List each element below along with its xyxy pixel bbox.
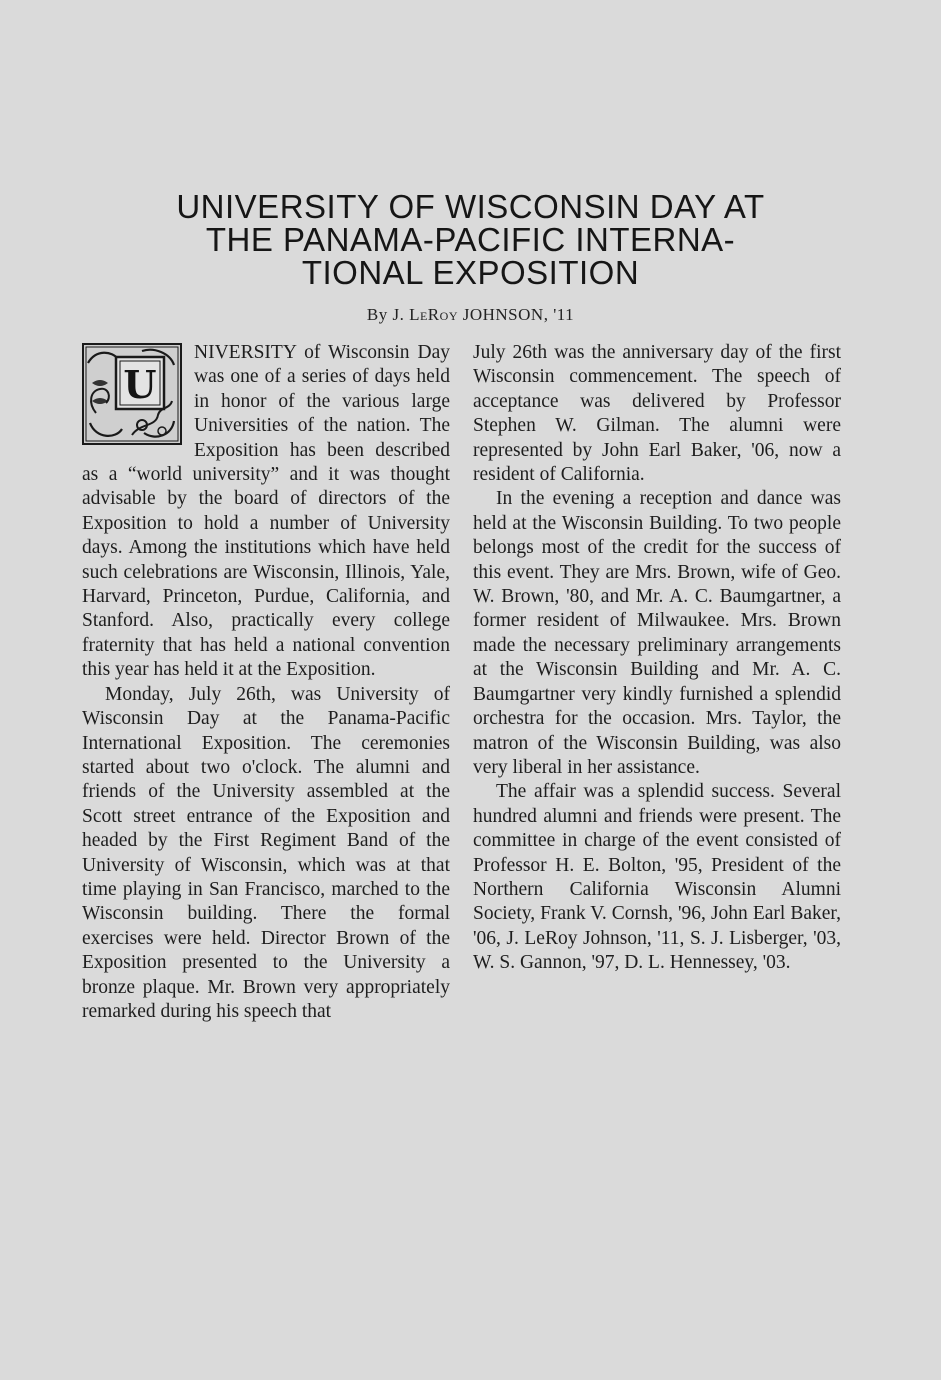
byline-prefix: By J. bbox=[366, 305, 410, 324]
drop-cap-letter: U bbox=[123, 362, 157, 407]
byline-suffix: JOHNSON, '11 bbox=[457, 305, 575, 324]
ornamental-drop-cap bbox=[82, 343, 182, 445]
paragraph-2: Monday, July 26th, was University of Wisconsin Day at the Panama-Pacific International Exposition. The ceremonies started about two o'clock. The alumni and friends of the University assembled at the Scott street entrance of the Exposition and headed by the First Regiment Band of the University of Wisconsin, which was at that time playing in San Francisco, marched to the Wisconsin building. There the formal exercises were held. Director Brown of the Exposition presented to the University a bronze plaque. Mr. Brown very appropriately remarked during his speech that bbox=[82, 683, 450, 1022]
paragraph-4: In the evening a reception and dance was held at the Wisconsin Building. To two people belongs most of the credit for the success of this event. They are Mrs. Brown, wife of Geo. W. Brown, '80, and Mr. A. C. Baumgartner, a former resident of Milwaukee. Mrs. Brown made the necessary preliminary arrangements at the Wisconsin Building and Mr. A. C. Baumgartner very kindly furnished a splendid orchestra for the occasion. Mrs. Taylor, the matron of the Wisconsin Building, was also very liberal in her assistance. bbox=[473, 488, 841, 778]
paragraph-3: July 26th was the anniversary day of the first Wisconsin commencement. The speech of acceptance was delivered by Professor Stephen W. Gilman. The alumni were represented by John Earl Baker, '06, now a resident of California. bbox=[473, 342, 841, 486]
byline bbox=[60, 305, 881, 325]
title-line-3: TIONAL EXPOSITION bbox=[301, 254, 640, 291]
title-line-2: THE PANAMA-PACIFIC INTERNA- bbox=[205, 221, 736, 258]
paragraph-1: NIVERSITY of Wisconsin Day was one of a series of days held in honor of the various large Universities of the nation. The Exposition has been described as a “world university” and it was thought advisable by the board of directors of the Exposition to hold a number of University days. Among the institutions which have held such celebrations are Wisconsin, Illinois, Yale, Harvard, Princeton, Purdue, California, and Stanford. Also, practically every college fraternity that has held a national convention this year has held it at the Exposition. bbox=[82, 342, 450, 681]
paragraph-5: The affair was a splendid success. Several hundred alumni and friends were present. The committee in charge of the event consisted of Professor H. E. Bolton, '95, President of the Northern California Wisconsin Alumni Society, Frank V. Cornsh, '96, John Earl Baker, '06, J. LeRoy Johnson, '11, S. J. Lisberger, '03, W. S. Gannon, '97, D. L. Hennessey, '03. bbox=[473, 781, 841, 974]
left-column bbox=[82, 341, 450, 1024]
article-title bbox=[60, 190, 881, 289]
byline-name: LeRoy bbox=[409, 305, 458, 324]
title-line-1: UNIVERSITY OF WISCONSIN DAY AT bbox=[176, 188, 765, 225]
right-column bbox=[473, 341, 841, 976]
